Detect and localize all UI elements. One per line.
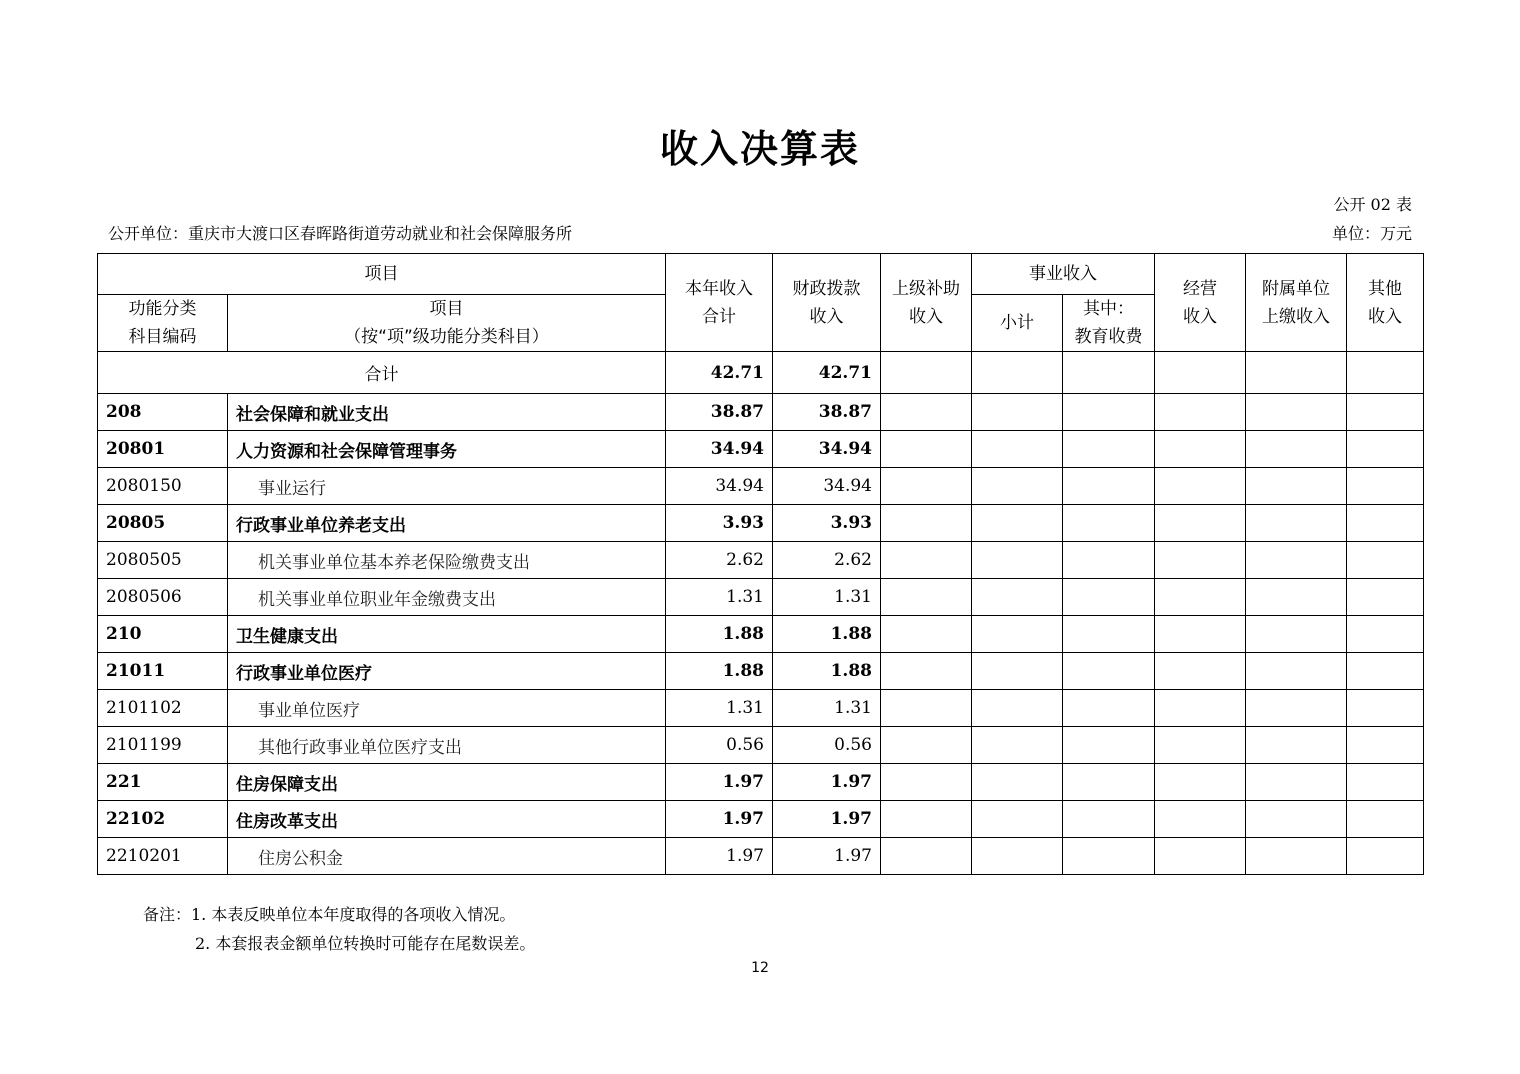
empty-cell [972, 394, 1063, 431]
empty-cell [1246, 764, 1347, 801]
row-total: 38.87 [666, 394, 773, 431]
summary-row [98, 352, 1424, 394]
row-total: 1.31 [666, 690, 773, 727]
empty-cell [881, 690, 972, 727]
header-operating-income: 经营 收入 [1155, 254, 1246, 352]
reporting-unit: 公开单位：重庆市大渡口区春晖路街道劳动就业和社会保障服务所 [108, 224, 573, 243]
empty-cell [972, 764, 1063, 801]
empty-cell [972, 468, 1063, 505]
form-number: 公开 02 表 [1333, 195, 1412, 214]
empty-cell [881, 727, 972, 764]
row-name: 行政事业单位医疗 [228, 653, 666, 690]
empty-cell [1155, 616, 1246, 653]
empty-cell [1246, 542, 1347, 579]
header-edu-fee: 其中： 教育收费 [1063, 295, 1155, 352]
row-total: 34.94 [666, 431, 773, 468]
row-name: 行政事业单位养老支出 [228, 505, 666, 542]
empty-cell [1347, 838, 1424, 875]
row-code: 2080506 [98, 579, 228, 616]
row-name: 卫生健康支出 [228, 616, 666, 653]
row-fiscal: 1.31 [773, 690, 881, 727]
empty-cell [1246, 616, 1347, 653]
empty-cell [1155, 690, 1246, 727]
table-row [98, 394, 1424, 431]
empty-cell [1155, 579, 1246, 616]
empty-cell [881, 542, 972, 579]
empty-cell [1063, 690, 1155, 727]
row-name: 住房改革支出 [228, 801, 666, 838]
row-code: 22102 [98, 801, 228, 838]
header-total-income: 本年收入 合计 [666, 254, 773, 352]
empty-cell [972, 505, 1063, 542]
row-total: 1.97 [666, 764, 773, 801]
empty-cell [1155, 542, 1246, 579]
empty-cell [1155, 838, 1246, 875]
row-total: 1.88 [666, 653, 773, 690]
notes [143, 900, 535, 958]
row-total: 1.31 [666, 579, 773, 616]
empty-cell [972, 616, 1063, 653]
summary-total: 42.71 [666, 352, 773, 394]
empty-cell [881, 394, 972, 431]
table-row [98, 616, 1424, 653]
empty-cell [1063, 801, 1155, 838]
empty-cell [1347, 764, 1424, 801]
empty-cell [972, 431, 1063, 468]
empty-cell [1347, 801, 1424, 838]
header-item: 项目 [98, 254, 666, 295]
empty-cell [881, 505, 972, 542]
empty-cell [1155, 505, 1246, 542]
empty-cell [1347, 579, 1424, 616]
empty-cell [881, 616, 972, 653]
table-row [98, 505, 1424, 542]
header-func-code: 功能分类 科目编码 [98, 295, 228, 352]
empty-cell [1063, 653, 1155, 690]
row-fiscal: 1.88 [773, 653, 881, 690]
empty-cell [1063, 616, 1155, 653]
empty-cell [1246, 690, 1347, 727]
row-fiscal: 0.56 [773, 727, 881, 764]
empty-cell [1063, 727, 1155, 764]
row-fiscal: 1.31 [773, 579, 881, 616]
empty-cell [1063, 542, 1155, 579]
row-total: 0.56 [666, 727, 773, 764]
empty-cell [1063, 431, 1155, 468]
empty-cell [1155, 653, 1246, 690]
row-code: 2210201 [98, 838, 228, 875]
row-fiscal: 3.93 [773, 505, 881, 542]
note-2: 2. 本套报表金额单位转换时可能存在尾数误差。 [195, 934, 536, 953]
table-row [98, 764, 1424, 801]
table-row [98, 727, 1424, 764]
empty-cell [1155, 431, 1246, 468]
row-code: 2101102 [98, 690, 228, 727]
empty-cell [1063, 468, 1155, 505]
empty-cell [972, 727, 1063, 764]
header-business-income: 事业收入 [972, 254, 1155, 295]
empty-cell [1347, 727, 1424, 764]
row-code: 208 [98, 394, 228, 431]
empty-cell [972, 838, 1063, 875]
row-fiscal: 38.87 [773, 394, 881, 431]
empty-cell [1063, 579, 1155, 616]
empty-cell [881, 838, 972, 875]
row-code: 210 [98, 616, 228, 653]
row-total: 1.97 [666, 801, 773, 838]
table-row [98, 579, 1424, 616]
row-fiscal: 1.97 [773, 801, 881, 838]
header-upper-subsidy: 上级补助 收入 [881, 254, 972, 352]
header-item-sub: 项目 （按“项”级功能分类科目） [228, 295, 666, 352]
header-subtotal: 小计 [972, 295, 1063, 352]
note-1: 备注：1. 本表反映单位本年度取得的各项收入情况。 [143, 905, 516, 924]
row-name: 事业单位医疗 [228, 690, 666, 727]
row-fiscal: 2.62 [773, 542, 881, 579]
header-fiscal-income: 财政拨款 收入 [773, 254, 881, 352]
row-code: 20801 [98, 431, 228, 468]
empty-cell [972, 542, 1063, 579]
row-name: 人力资源和社会保障管理事务 [228, 431, 666, 468]
empty-cell [1347, 505, 1424, 542]
empty-cell [1063, 838, 1155, 875]
row-name: 其他行政事业单位医疗支出 [228, 727, 666, 764]
empty-cell [1155, 764, 1246, 801]
row-code: 21011 [98, 653, 228, 690]
table-row [98, 653, 1424, 690]
currency-unit: 单位：万元 [1331, 224, 1412, 243]
empty-cell [972, 653, 1063, 690]
empty-cell [1063, 764, 1155, 801]
empty-cell [1246, 838, 1347, 875]
empty-cell [1246, 653, 1347, 690]
empty-cell [1246, 579, 1347, 616]
empty-cell [1246, 727, 1347, 764]
row-fiscal: 1.97 [773, 764, 881, 801]
empty-cell [972, 579, 1063, 616]
row-name: 事业运行 [228, 468, 666, 505]
empty-cell [881, 468, 972, 505]
empty-cell [881, 431, 972, 468]
row-total: 2.62 [666, 542, 773, 579]
page-title: 收入决算表 [659, 127, 860, 171]
row-name: 社会保障和就业支出 [228, 394, 666, 431]
empty-cell [1155, 801, 1246, 838]
row-fiscal: 34.94 [773, 431, 881, 468]
empty-cell [881, 801, 972, 838]
row-total: 1.97 [666, 838, 773, 875]
row-total: 34.94 [666, 468, 773, 505]
header-row-1 [98, 254, 1424, 295]
row-name: 住房公积金 [228, 838, 666, 875]
empty-cell [1155, 468, 1246, 505]
income-table [97, 253, 1424, 875]
row-total: 1.88 [666, 616, 773, 653]
row-code: 2080505 [98, 542, 228, 579]
row-code: 2101199 [98, 727, 228, 764]
empty-cell [1347, 542, 1424, 579]
row-fiscal: 1.88 [773, 616, 881, 653]
empty-cell [1155, 727, 1246, 764]
empty-cell [1246, 468, 1347, 505]
row-name: 机关事业单位职业年金缴费支出 [228, 579, 666, 616]
row-fiscal: 1.97 [773, 838, 881, 875]
empty-cell [1347, 468, 1424, 505]
empty-cell [881, 653, 972, 690]
summary-label: 合计 [98, 352, 666, 394]
empty-cell [1155, 394, 1246, 431]
page-number: 12 [751, 960, 769, 976]
empty-cell [1347, 616, 1424, 653]
table-row [98, 468, 1424, 505]
row-name: 机关事业单位基本养老保险缴费支出 [228, 542, 666, 579]
row-fiscal: 34.94 [773, 468, 881, 505]
row-name: 住房保障支出 [228, 764, 666, 801]
empty-cell [1063, 505, 1155, 542]
row-code: 221 [98, 764, 228, 801]
empty-cell [1347, 690, 1424, 727]
table-row [98, 542, 1424, 579]
empty-cell [1347, 431, 1424, 468]
empty-cell [972, 690, 1063, 727]
table-row [98, 838, 1424, 875]
empty-cell [1246, 505, 1347, 542]
empty-cell [1246, 431, 1347, 468]
empty-cell [1246, 394, 1347, 431]
empty-cell [972, 801, 1063, 838]
row-code: 2080150 [98, 468, 228, 505]
empty-cell [881, 764, 972, 801]
row-code: 20805 [98, 505, 228, 542]
row-total: 3.93 [666, 505, 773, 542]
empty-cell [881, 579, 972, 616]
empty-cell [1246, 801, 1347, 838]
table-row [98, 690, 1424, 727]
header-other-income: 其他 收入 [1347, 254, 1424, 352]
empty-cell [1063, 394, 1155, 431]
table-row [98, 801, 1424, 838]
empty-cell [1347, 653, 1424, 690]
header-affiliated-income: 附属单位 上缴收入 [1246, 254, 1347, 352]
table-row [98, 431, 1424, 468]
summary-fiscal: 42.71 [773, 352, 881, 394]
empty-cell [1347, 394, 1424, 431]
